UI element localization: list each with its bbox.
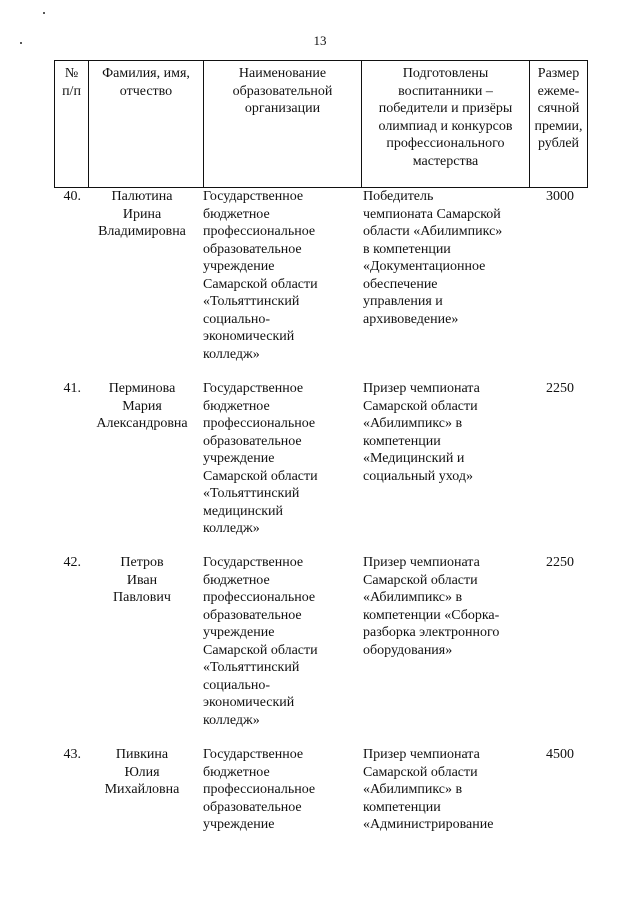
table-header xyxy=(54,60,588,188)
row-achievement: Призер чемпионата Самарской области «Абилимпикс» в компетенции «Администрирование xyxy=(363,747,494,832)
row-full-name: Петров Иван Павлович xyxy=(113,555,171,605)
row-number: 43. xyxy=(63,747,81,762)
row-number: 41. xyxy=(63,381,81,396)
row-amount: 3000 xyxy=(546,189,574,204)
row-number: 42. xyxy=(63,555,81,570)
row-achievement: Призер чемпионата Самарской области «Абилимпикс» в компетенции «Сборка- разборка электронного оборудования» xyxy=(363,555,500,658)
row-amount: 2250 xyxy=(546,381,574,396)
row-full-name: Палютина Ирина Владимировна xyxy=(98,189,186,239)
awards-table xyxy=(54,60,588,832)
row-full-name: Пивкина Юлия Михайловна xyxy=(104,747,180,797)
row-amount: 4500 xyxy=(546,747,574,762)
row-number: 40. xyxy=(63,189,81,204)
row-full-name: Перминова Мария Александровна xyxy=(96,381,188,431)
row-organization: Государственное бюджетное профессиональное образовательное учреждение Самарской области «Тольяттинский социально- экономический колледж» xyxy=(203,189,318,362)
header-achievement: Подготовлены воспитанники – победители и призёры олимпиад и конкурсов профессионального мастерства xyxy=(361,61,529,187)
row-amount: 2250 xyxy=(546,555,574,570)
header-amount: Размер ежеме- сячной премии, рублей xyxy=(529,61,588,187)
row-organization: Государственное бюджетное профессиональное образовательное учреждение Самарской области «Тольяттинский социально- экономический колледж» xyxy=(203,555,318,728)
page-number: 13 xyxy=(313,33,327,48)
header-organization: Наименование образовательной организации xyxy=(203,61,361,187)
row-achievement: Победитель чемпионата Самарской области «Абилимпикс» в компетенции «Документационное обеспечение управления и архивоведение» xyxy=(363,189,503,327)
scan-speck xyxy=(43,12,45,14)
row-achievement: Призер чемпионата Самарской области «Абилимпикс» в компетенции «Медицинский и социальный уход» xyxy=(363,381,480,484)
header-number: № п/п xyxy=(54,61,88,187)
row-organization: Государственное бюджетное профессиональное образовательное учреждение Самарской области «Тольяттинский медицинский колледж» xyxy=(203,381,318,536)
row-organization: Государственное бюджетное профессиональное образовательное учреждение xyxy=(203,747,316,832)
header-full-name: Фамилия, имя, отчество xyxy=(88,61,203,187)
